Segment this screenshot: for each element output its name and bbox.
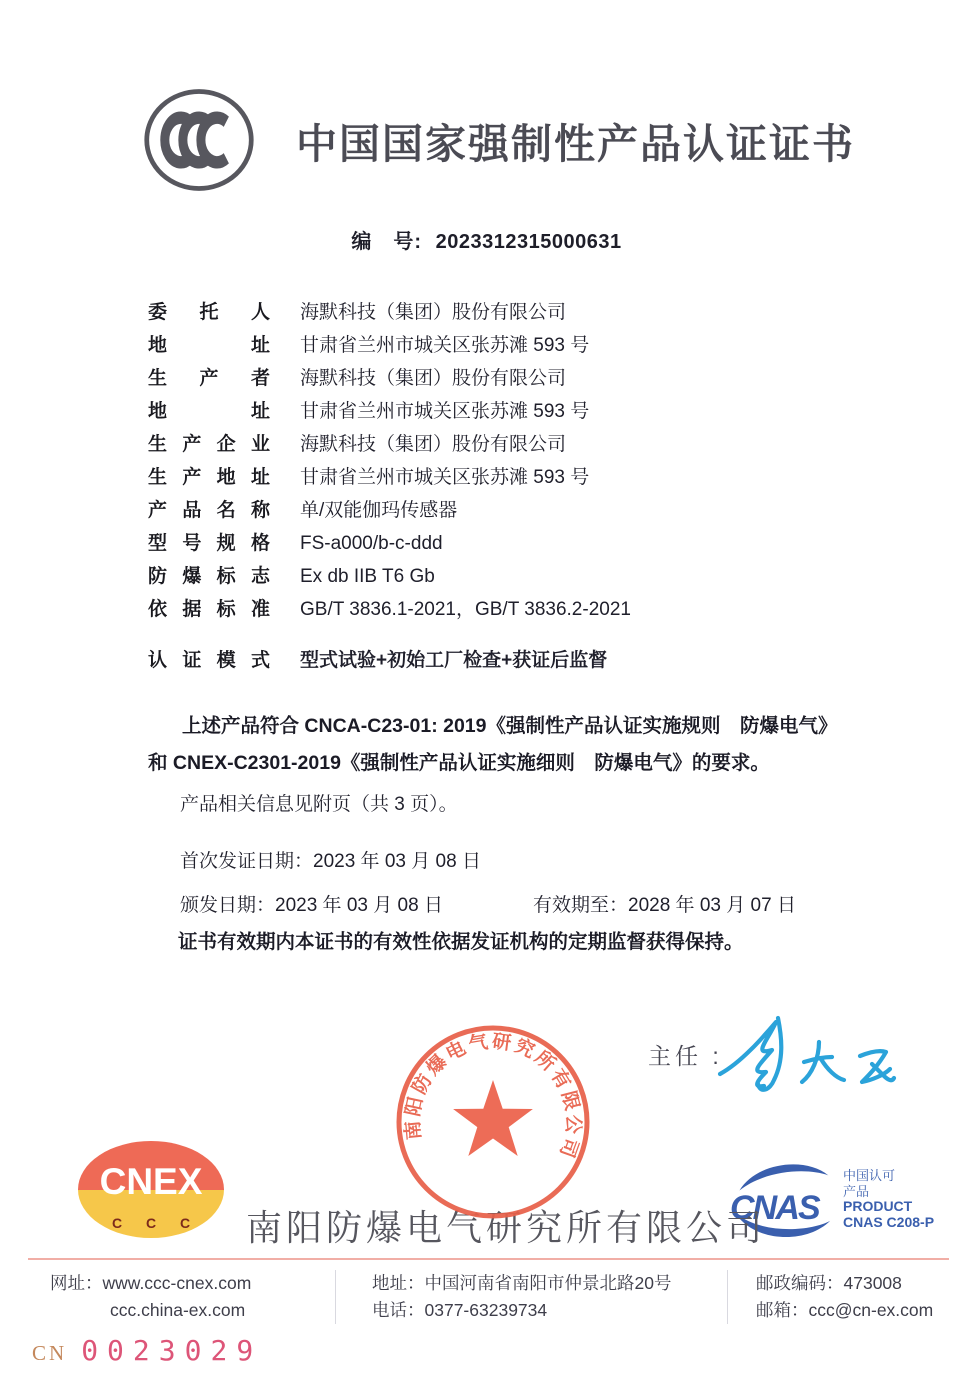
- dates-block: [180, 846, 796, 917]
- field-label: 生产地址: [148, 467, 270, 488]
- address-label: 地址：: [372, 1273, 425, 1293]
- website-label: 网址：: [50, 1273, 103, 1293]
- issue-date-row: [180, 890, 796, 917]
- certificate-number-value: 2023312315000631: [435, 231, 622, 253]
- field-value: 甘肃省兰州市城关区张苏滩 593 号: [300, 467, 590, 488]
- field-value: 海默科技（集团）股份有限公司: [300, 434, 567, 455]
- cnas-text-block: [843, 1168, 934, 1230]
- field-value: 甘肃省兰州市城关区张苏滩 593 号: [300, 335, 590, 356]
- cnas-logo-word: CNAS: [730, 1188, 819, 1227]
- validity-statement: 证书有效期内本证书的有效性依据发证机构的定期监督获得保持。: [178, 931, 744, 953]
- cnex-logo: [78, 1141, 224, 1238]
- field-row: [148, 335, 631, 357]
- fields-block: [148, 302, 631, 683]
- cnex-logo-word: CNEX: [99, 1161, 203, 1202]
- field-value: FS-a000/b-c-ddd: [300, 533, 443, 554]
- phone-label: 电话：: [372, 1300, 425, 1320]
- field-row: [148, 368, 631, 390]
- footer-postal-col: [727, 1270, 933, 1324]
- field-row: [148, 401, 631, 423]
- certificate-number-row: [0, 225, 973, 254]
- field-label: 地址: [148, 335, 270, 356]
- compliance-line2: 和 CNEX-C2301-2019《强制性产品认证实施细则 防爆电气》的要求。: [148, 752, 770, 774]
- website-value-2: ccc.china-ex.com: [110, 1300, 246, 1320]
- cnex-logo-ccc: C C C: [111, 1215, 201, 1231]
- ccc-logo-icon: [142, 86, 256, 194]
- footer-address-col: [335, 1270, 727, 1324]
- serial-prefix: CN: [32, 1341, 68, 1365]
- first-issue-date-value: 2023 年 03 月 08 日: [313, 851, 481, 872]
- cnas-line2: 产品: [843, 1183, 870, 1199]
- cnas-line4: CNAS C208-P: [843, 1213, 935, 1230]
- field-label: 防爆标志: [148, 566, 270, 587]
- first-issue-date-label: 首次发证日期：: [180, 851, 314, 872]
- serial-digits: 0023029: [81, 1334, 263, 1367]
- stamp-star-icon: [453, 1080, 533, 1156]
- field-label: 地址: [148, 401, 270, 422]
- footer-website-col: [28, 1270, 335, 1324]
- field-row: [148, 566, 631, 588]
- field-label: 依据标准: [148, 599, 270, 620]
- field-label: 产品名称: [148, 500, 270, 521]
- header: [142, 86, 855, 194]
- valid-until-value: 2028 年 03 月 07 日: [628, 895, 796, 916]
- compliance-line1: 上述产品符合 CNCA-C23-01: 2019《强制性产品认证实施规则 防爆电气》: [182, 715, 838, 737]
- email-label: 邮箱：: [756, 1300, 809, 1320]
- email-value: ccc@cn-ex.com: [808, 1300, 934, 1320]
- field-label: 委托人: [148, 302, 270, 323]
- website-value-1: www.ccc-cnex.com: [102, 1273, 252, 1293]
- director-label: 主任 :: [648, 1043, 723, 1069]
- field-value: 海默科技（集团）股份有限公司: [300, 368, 567, 389]
- field-row: [148, 302, 631, 324]
- field-row: [148, 500, 631, 522]
- field-value: 甘肃省兰州市城关区张苏滩 593 号: [300, 401, 590, 422]
- field-row: [148, 599, 631, 621]
- compliance-paragraph: [148, 708, 838, 782]
- field-value: 海默科技（集团）股份有限公司: [300, 302, 567, 323]
- footer: [28, 1258, 949, 1324]
- certificate-number-label: 编 号:: [351, 231, 423, 253]
- serial-number: [32, 1334, 262, 1367]
- official-stamp: [393, 1022, 593, 1222]
- attachment-note: 产品相关信息见附页（共 3 页）。: [180, 794, 458, 815]
- field-label: 生产者: [148, 368, 270, 389]
- field-value: 单/双能伽玛传感器: [300, 500, 458, 521]
- certification-mode-row: [148, 650, 631, 672]
- stamp-text: 南阳防爆电气研究所有限公司: [402, 1031, 584, 1163]
- issue-date-value: 2023 年 03 月 08 日: [275, 895, 443, 916]
- first-issue-date-row: [180, 846, 481, 873]
- valid-until-label: 有效期至：: [533, 895, 629, 916]
- field-row: [148, 434, 631, 456]
- director-signature: [712, 1012, 902, 1110]
- issuer-name: 南阳防爆电气研究所有限公司: [246, 1207, 767, 1248]
- cnas-line1: 中国认可: [843, 1168, 896, 1183]
- issue-date-label: 颁发日期：: [180, 895, 276, 916]
- postcode-label: 邮政编码：: [756, 1273, 844, 1293]
- field-row: [148, 467, 631, 489]
- address-value: 中国河南省南阳市仲景北路20号: [424, 1273, 672, 1293]
- field-label: 认证模式: [148, 650, 270, 671]
- phone-value: 0377-63239734: [424, 1300, 548, 1320]
- field-value: 型式试验+初始工厂检查+获证后监督: [300, 650, 608, 671]
- valid-until: [533, 890, 796, 917]
- field-value: GB/T 3836.1-2021，GB/T 3836.2-2021: [300, 599, 631, 620]
- page-title: 中国国家强制性产品认证证书: [296, 120, 855, 167]
- field-label: 型号规格: [148, 533, 270, 554]
- postcode-value: 473008: [843, 1273, 902, 1293]
- cnas-line3: PRODUCT: [843, 1198, 913, 1214]
- field-value: Ex db IIB T6 Gb: [300, 566, 435, 587]
- field-row: [148, 533, 631, 555]
- field-label: 生产企业: [148, 434, 270, 455]
